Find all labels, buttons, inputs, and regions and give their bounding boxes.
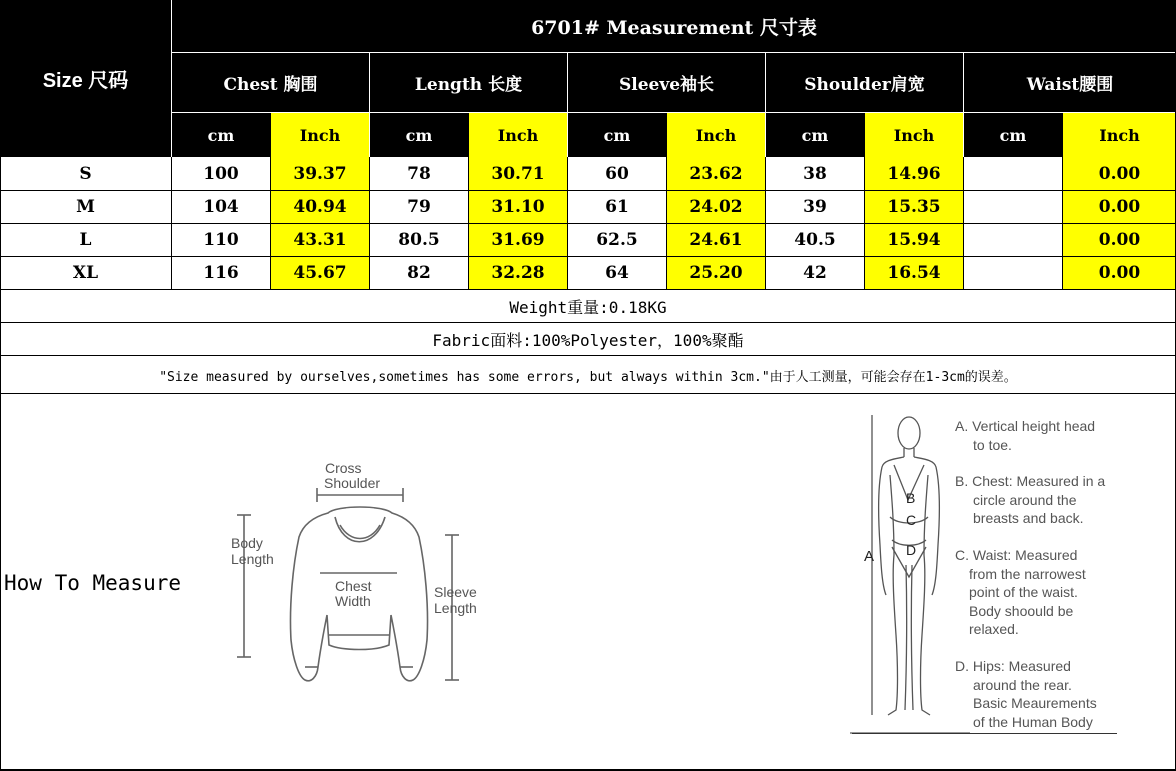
unit-cm-length: cm <box>405 125 433 145</box>
cross-shoulder-label: Cross <box>325 460 362 476</box>
cross-shoulder-label: Shoulder <box>324 475 381 491</box>
grid-line <box>0 190 1176 191</box>
measure-item-a: A. Vertical height head to toe. <box>955 418 1096 453</box>
marker-a: A <box>864 548 875 565</box>
unit-inch-shoulder: Inch <box>865 113 963 157</box>
table-cell: 0.00 <box>1098 163 1141 184</box>
row-size-xl: XL <box>72 262 99 283</box>
table-cell: 79 <box>407 196 431 217</box>
table-cell: 82 <box>407 262 431 283</box>
table-cell <box>964 223 1062 256</box>
table-cell: 0.00 <box>1098 229 1141 250</box>
table-cell: 15.35 <box>887 196 941 217</box>
size-column-header: Size 尺码 <box>42 70 129 92</box>
table-cell: 43.31 <box>293 229 347 250</box>
grid-line <box>270 157 271 289</box>
grid-line <box>0 256 1176 257</box>
unit-inch-waist: Inch <box>1063 113 1176 157</box>
table-cell: 80.5 <box>398 229 440 250</box>
table-cell: 31.69 <box>491 229 545 250</box>
measure-item-c: C. Waist: Measured from the narrowest point of the waist. Body shoould be relaxed. <box>955 547 1086 637</box>
table-cell: 60 <box>605 163 629 184</box>
table-cell: 14.96 <box>887 163 941 184</box>
grid-line <box>765 157 766 289</box>
table-title: 6701# Measurement 尺寸表 <box>531 16 817 39</box>
grid-line <box>567 157 568 289</box>
chest-header: Chest 胸围 <box>223 75 318 95</box>
table-cell: 23.62 <box>689 163 743 184</box>
table-cell: 0.00 <box>1098 196 1141 217</box>
table-cell: 64 <box>605 262 629 283</box>
table-cell: 78 <box>407 163 431 184</box>
table-cell: 16.54 <box>887 262 941 283</box>
table-cell: 61 <box>605 196 629 217</box>
shoulder-header: Shoulder肩宽 <box>804 75 925 95</box>
grid-line <box>1062 157 1063 289</box>
table-cell: 0.00 <box>1098 262 1141 283</box>
grid-line <box>0 393 1176 394</box>
table-cell <box>964 256 1062 289</box>
measure-item-b: B. Chest: Measured in a circle around the breasts and back. <box>955 473 1106 526</box>
measure-item-d: D. Hips: Measured around the rear. Basic Meaurements of the Human Body <box>955 658 1097 730</box>
grid-line <box>864 157 865 289</box>
table-cell: 24.02 <box>689 196 743 217</box>
body-length-label: Length <box>231 551 274 567</box>
grid-line <box>0 223 1176 224</box>
weight-note: Weight重量:0.18KG <box>509 297 667 317</box>
marker-d: D <box>906 542 917 558</box>
table-cell: 32.28 <box>491 262 545 283</box>
garment-diagram <box>225 455 495 690</box>
outer-border <box>0 0 1 771</box>
unit-inch-chest: Inch <box>271 113 369 157</box>
unit-cm-chest: cm <box>207 125 235 145</box>
table-cell: 15.94 <box>887 229 941 250</box>
how-to-measure-label: How To Measure <box>4 571 182 595</box>
chest-width-label: Width <box>335 593 371 609</box>
table-cell: 38 <box>803 163 827 184</box>
sleeve-length-label: Length <box>434 600 477 616</box>
length-header: Length 长度 <box>414 75 523 95</box>
grid-line <box>963 157 964 289</box>
body-diagram-baseline <box>852 733 1117 734</box>
table-cell: 31.10 <box>491 196 545 217</box>
grid-line <box>369 157 370 289</box>
table-cell: 30.71 <box>491 163 545 184</box>
sleeve-length-label: Sleeve <box>434 584 477 600</box>
table-cell: 100 <box>203 163 239 184</box>
table-cell: 40.94 <box>293 196 347 217</box>
waist-header: Waist腰围 <box>1026 75 1114 95</box>
chest-width-label: Chest <box>335 578 372 594</box>
fabric-note: Fabric面料:100%Polyester，100%聚酯 <box>432 330 744 350</box>
table-cell <box>964 190 1062 223</box>
grid-line <box>468 157 469 289</box>
unit-cm-waist: cm <box>999 125 1027 145</box>
unit-inch-length: Inch <box>469 113 567 157</box>
table-cell: 24.61 <box>689 229 743 250</box>
grid-line <box>666 157 667 289</box>
unit-inch-sleeve: Inch <box>667 113 765 157</box>
unit-cm-shoulder: cm <box>801 125 829 145</box>
table-cell: 39 <box>803 196 827 217</box>
body-length-label: Body <box>231 535 263 551</box>
table-cell: 116 <box>203 262 239 283</box>
table-cell: 104 <box>203 196 239 217</box>
human-body-diagram <box>850 405 970 735</box>
table-cell <box>964 157 1062 190</box>
row-size-m: M <box>76 196 95 217</box>
marker-b: B <box>906 490 916 506</box>
sleeve-header: Sleeve袖长 <box>618 75 715 95</box>
table-cell: 45.67 <box>293 262 347 283</box>
table-cell: 39.37 <box>293 163 347 184</box>
table-cell: 62.5 <box>596 229 638 250</box>
table-cell: 25.20 <box>689 262 743 283</box>
row-size-l: L <box>79 229 92 250</box>
table-cell: 42 <box>803 262 827 283</box>
grid-line <box>171 157 172 289</box>
table-cell: 40.5 <box>794 229 836 250</box>
table-cell: 110 <box>203 229 239 250</box>
marker-c: C <box>906 512 917 528</box>
disclaimer-note: "Size measured by ourselves,sometimes has some errors, but always within 3cm."由于人工测量，可能会存在1-3cm的误差。 <box>159 369 1017 385</box>
unit-cm-sleeve: cm <box>603 125 631 145</box>
row-size-s: S <box>79 163 92 184</box>
